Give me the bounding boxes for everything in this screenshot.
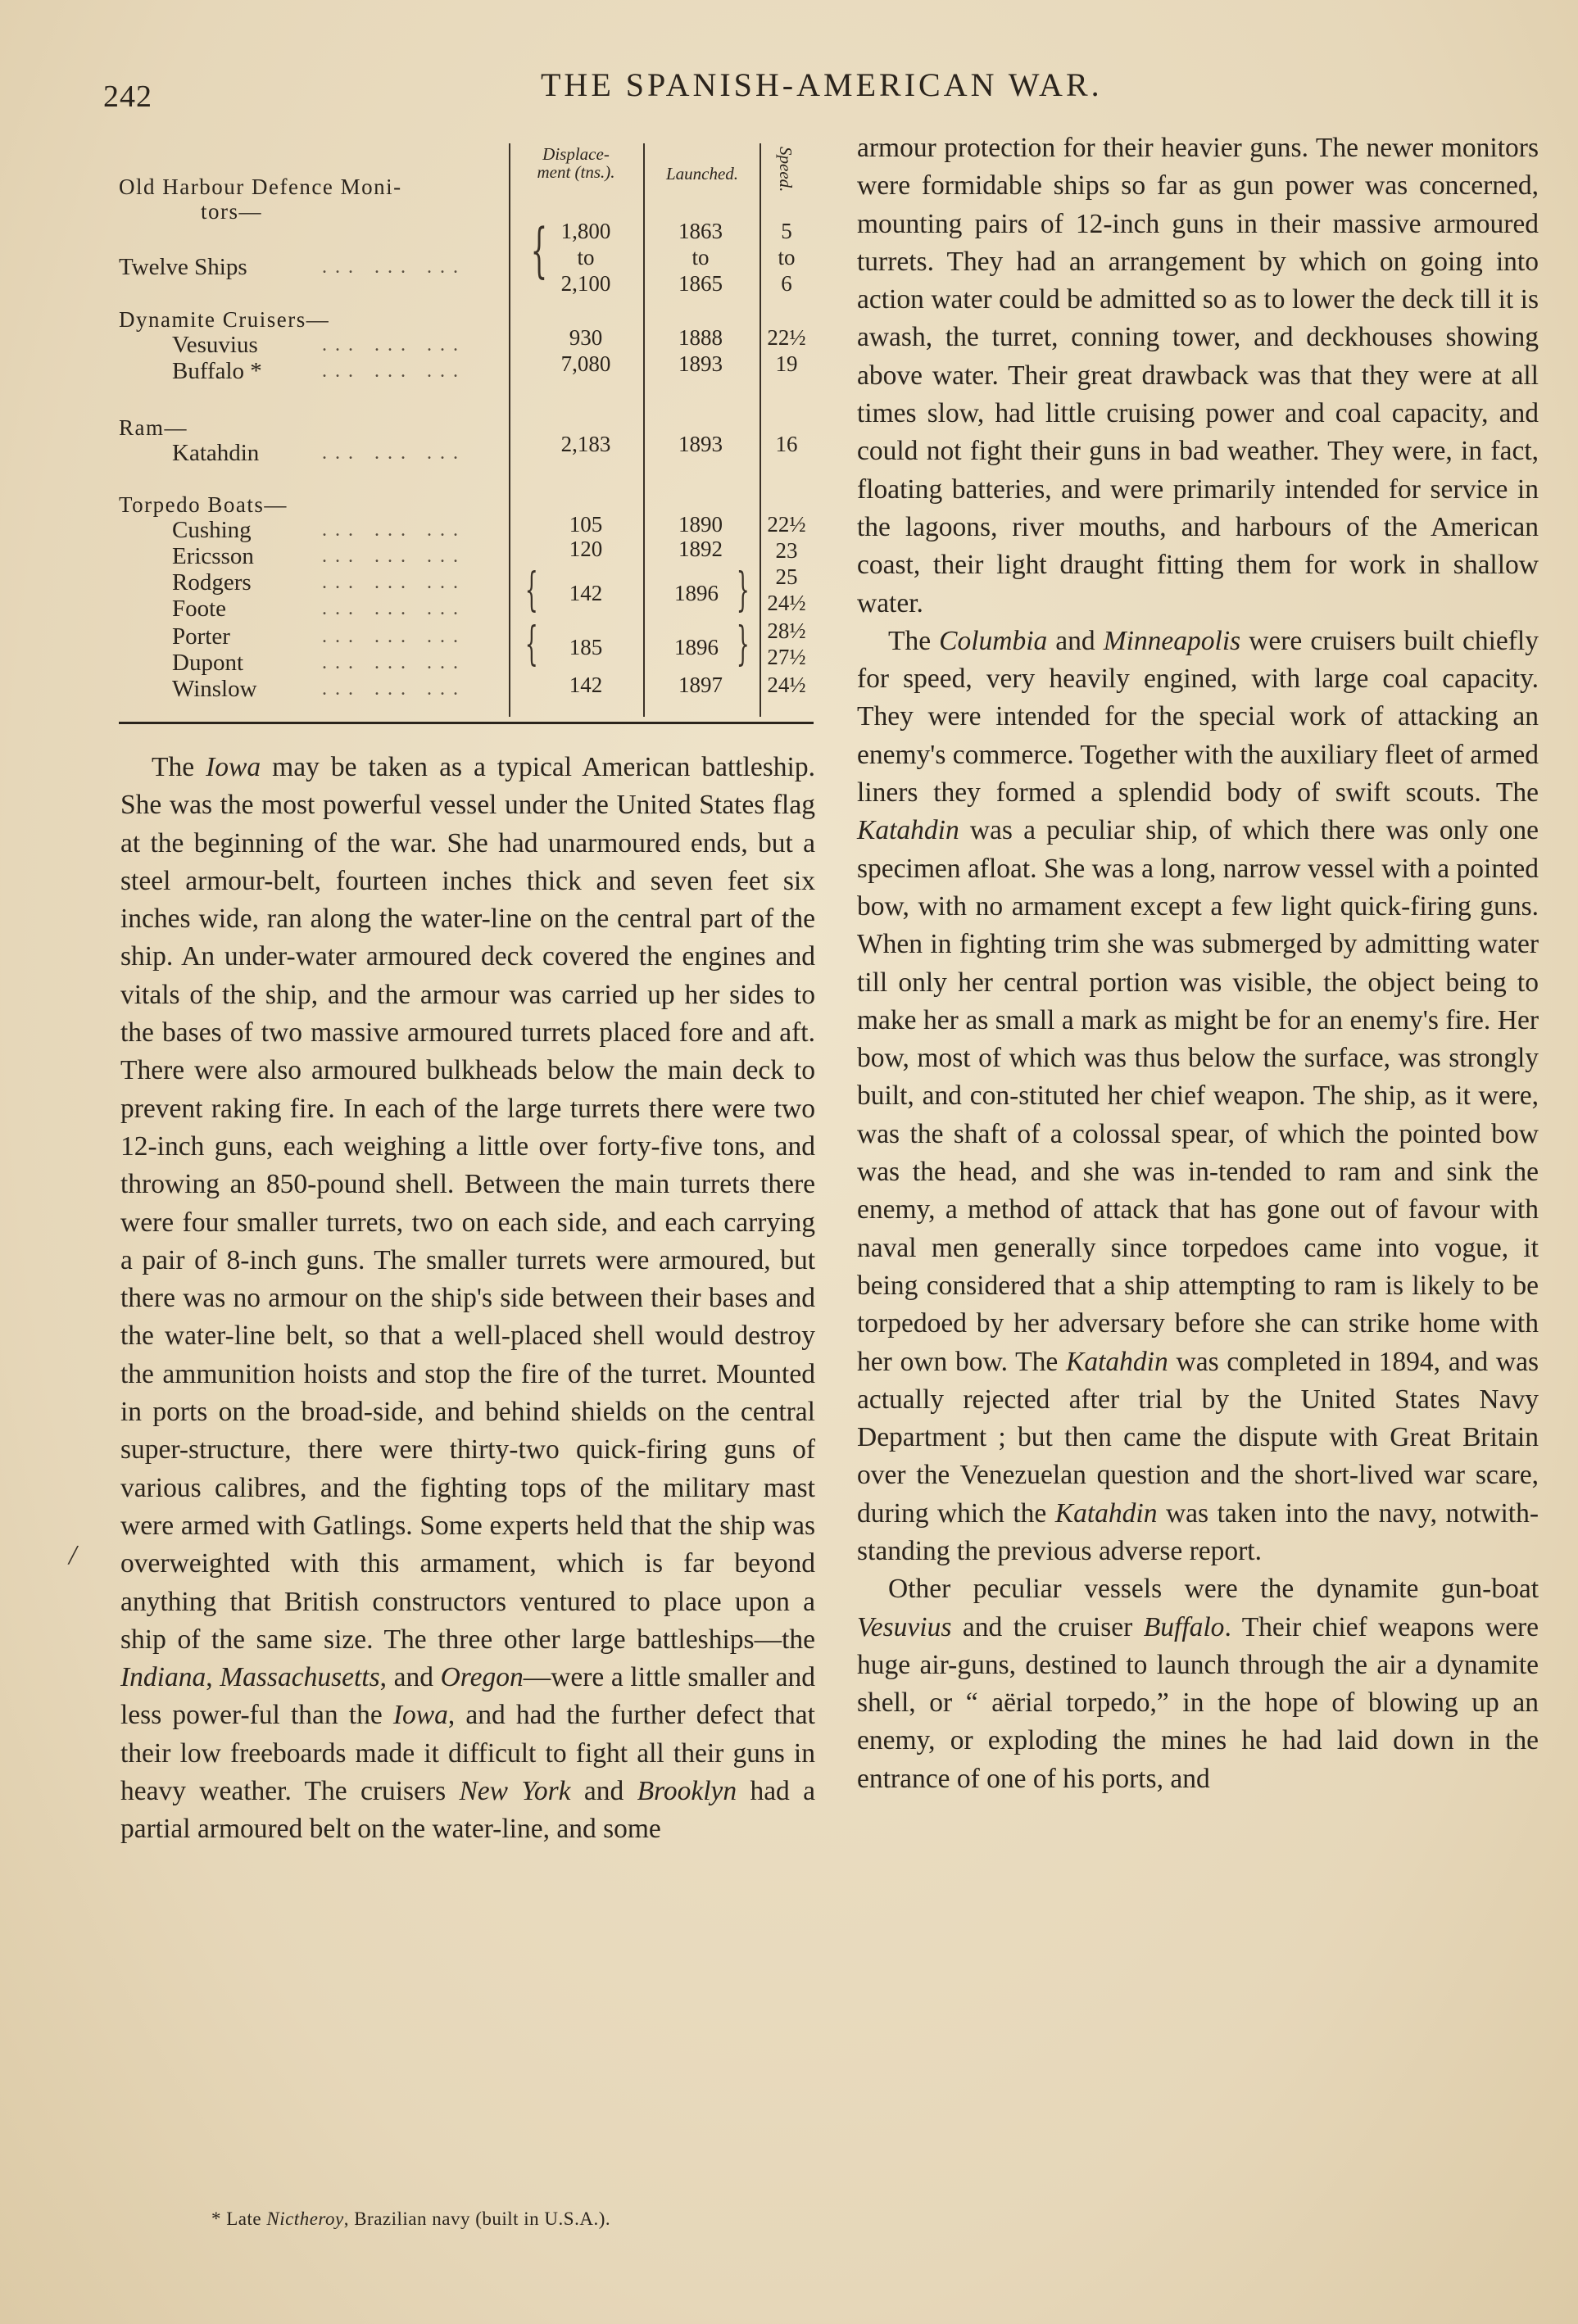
right-column	[857, 129, 1539, 1798]
launched-value: 1863	[678, 219, 723, 243]
speed-value: 28½	[767, 618, 806, 643]
launched-value: 1897	[678, 673, 723, 697]
launched-value: 1892	[678, 537, 723, 561]
displacement-value: 2,100	[560, 271, 611, 296]
footnote: * Late Nictheroy, Brazilian navy (built in U.S.A.).	[211, 2208, 611, 2229]
leader-dots: ... ... ...	[322, 519, 466, 541]
displacement-value: 142	[569, 581, 603, 605]
speed-value: 22½	[767, 325, 806, 350]
leader-dots: ... ... ...	[322, 546, 466, 567]
displacement-value: 2,183	[560, 432, 611, 456]
leader-dots: ... ... ...	[322, 652, 466, 673]
brace: }	[736, 618, 750, 671]
speed-value: 27½	[767, 645, 806, 669]
speed-value: 22½	[767, 512, 806, 537]
ship-name: Twelve Ships	[119, 254, 247, 280]
displacement-header: Displace- ment (tns.).	[537, 144, 615, 182]
launched-value: 1893	[678, 432, 723, 456]
speed-value: 23	[775, 538, 798, 563]
brace: {	[530, 215, 548, 284]
brace: {	[524, 564, 538, 617]
margin-pencil-mark: /	[69, 1540, 77, 1570]
category-old-monitors-cont: tors—	[201, 199, 262, 224]
launched-value: 1890	[678, 512, 723, 537]
launched-value: 1865	[678, 271, 723, 296]
displacement-value: 7,080	[560, 351, 611, 376]
displacement-value: 105	[569, 512, 603, 537]
ship-table	[119, 135, 815, 725]
speed-value: 24½	[767, 673, 806, 697]
paragraph: Other peculiar vessels were the dynamite gun-boat Vesuvius and the cruiser Buffalo. Their chief weapons were huge air-guns, destined to launch through the air a dynamite shell, or “ aërial torpedo,” in the hope of blowing up an enemy, or exploding the mines he had laid down in the entrance of one of his ports, and	[857, 1574, 1539, 1794]
ship-name: Dupont	[172, 650, 243, 676]
paragraph: The Iowa may be taken as a typical American battleship. She was the most powerful vessel under the United States flag at the beginning of the war. She had unarmoured ends, but a steel armour-belt, fourteen inches thick and seven feet six inches wide, ran along the water-line on the central part of the ship. An under-water armoured deck covered the engines and vitals of the ship, and the armour was carried up her sides to the bases of two massive armoured turrets placed fore and aft. There were also armoured bulkheads below the main deck to prevent raking fire. In each of the large turrets there were two 12-inch guns, each weighing a little over forty-five tons, and throwing an 850-pound shell. Between the main turrets there were four smaller turrets, two on each side, and each carrying a pair of 8-inch guns. The smaller turrets were armoured, but there was no armour on the ship's side between their bases and the water-line belt, so that a well-placed shell would destroy the ammunition hoists and stop the fire of the turret. Mounted in ports on the broad-side, and behind shields on the central super-structure, there were thirty-two quick-firing guns of various calibres, and the fighting tops of the military mast were armed with Gatlings. Some experts held that the ship was overweighted with this armament, which is far beyond anything that British constructors ventured to place upon a ship of the same size. The three other large battleships—the Indiana, Massachusetts, and Oregon—were a little smaller and less power-ful than the Iowa, and had the further defect that their low freeboards made it difficult to fight all their guns in heavy weather. The cruisers New York and Brooklyn had a partial armoured belt on the water-line, and some	[120, 752, 816, 1845]
ship-name: Buffalo *	[172, 358, 262, 384]
left-column	[120, 749, 815, 1849]
displacement-value: to	[577, 245, 595, 270]
brace: }	[736, 564, 750, 617]
table-bottom-rule	[119, 722, 814, 724]
speed-value: to	[778, 245, 796, 270]
leader-dots: ... ... ...	[322, 678, 466, 700]
ship-name: Porter	[172, 623, 230, 650]
displacement-value: 1,800	[560, 219, 611, 243]
ship-name: Cushing	[172, 517, 252, 543]
column-divider	[760, 143, 761, 717]
ship-name: Rodgers	[172, 569, 252, 596]
leader-dots: ... ... ...	[322, 256, 466, 278]
speed-value: 25	[775, 564, 798, 589]
category-old-monitors: Old Harbour Defence Moni-	[119, 174, 402, 199]
displacement-value: 930	[569, 325, 603, 350]
launched-value: 1893	[678, 351, 723, 376]
launched-value: 1888	[678, 325, 723, 350]
leader-dots: ... ... ...	[322, 442, 466, 464]
ship-name: Foote	[172, 596, 227, 622]
column-divider	[509, 143, 510, 717]
speed-value: 5	[781, 219, 792, 243]
leader-dots: ... ... ...	[322, 626, 466, 647]
ship-name: Ericsson	[172, 543, 254, 569]
leader-dots: ... ... ...	[322, 334, 466, 356]
launched-value: to	[692, 245, 710, 270]
launched-value: 1896	[674, 635, 719, 659]
paragraph: The Columbia and Minneapolis were cruisers built chiefly for speed, very heavily engined, with large coal capacity. They were intended for the special work of attacking an enemy's commerce. Together with the auxiliary fleet of armed liners they formed a splendid body of swift scouts. The Katahdin was a peculiar ship, of which there was only one specimen afloat. She was a long, narrow vessel with a pointed bow, with no armament except a few light quick-firing guns. When in fighting trim she was submerged by admitting water till only her central portion was visible, the object being to make her as small a mark as might be for an enemy's fire. Her bow, most of which was thus below the surface, was strongly built, and con-stituted her chief weapon. The ship, as it were, was the shaft of a colossal spear, of which the pointed bow was the head, and she was in-tended to ram and sink the enemy, a method of attack that has gone out of favour with naval men generally since torpedoes came into vogue, it being considered that a ship attempting to ram is likely to be torpedoed by her adversary before she can strike home with her own bow. The Katahdin was completed in 1894, and was actually rejected after trial by the United States Navy Department ; but then came the dispute with Great Britain over the Venezuelan question and the short-lived war scare, during which the Katahdin was taken into the navy, notwith-standing the previous adverse report.	[857, 625, 1539, 1566]
paragraph: armour protection for their heavier guns. The newer monitors were formidable ships so far as gun power was concerned, mounting pairs of 12-inch guns in their massive armoured turrets. They had an arrangement by which on going into action water could be admitted so as to lower the deck till it is awash, the turret, conning tower, and deckhouses showing above water. Their great drawback was that they were at all times slow, had little cruising power and coal capacity, and could not fight their guns in bad weather. They were, in fact, floating batteries, and were primarily intended for service in the lagoons, river mouths, and harbours of the American coast, their light draught fitting them for work in shallow water.	[857, 133, 1539, 618]
displacement-value: 120	[569, 537, 603, 561]
speed-value: 19	[775, 351, 798, 376]
displacement-value: 142	[569, 673, 603, 697]
speed-value: 24½	[767, 591, 806, 615]
brace: {	[524, 618, 538, 671]
running-title: THE SPANISH-AMERICAN WAR.	[541, 66, 1103, 103]
category-dynamite-cruisers: Dynamite Cruisers—	[119, 307, 330, 332]
speed-value: 16	[775, 432, 798, 456]
speed-header: Speed.	[776, 147, 796, 193]
ship-name: Katahdin	[172, 440, 260, 466]
page-number: 242	[103, 79, 152, 114]
ship-name: Vesuvius	[172, 332, 258, 358]
category-torpedo-boats: Torpedo Boats—	[119, 492, 288, 517]
leader-dots: ... ... ...	[322, 598, 466, 619]
ship-name: Winslow	[172, 676, 257, 702]
launched-value: 1896	[674, 581, 719, 605]
column-divider	[643, 143, 645, 717]
category-ram: Ram—	[119, 415, 188, 440]
speed-value: 6	[781, 271, 792, 296]
displacement-value: 185	[569, 635, 603, 659]
leader-dots: ... ... ...	[322, 360, 466, 382]
launched-header: Launched.	[665, 164, 739, 183]
leader-dots: ... ... ...	[322, 572, 466, 593]
